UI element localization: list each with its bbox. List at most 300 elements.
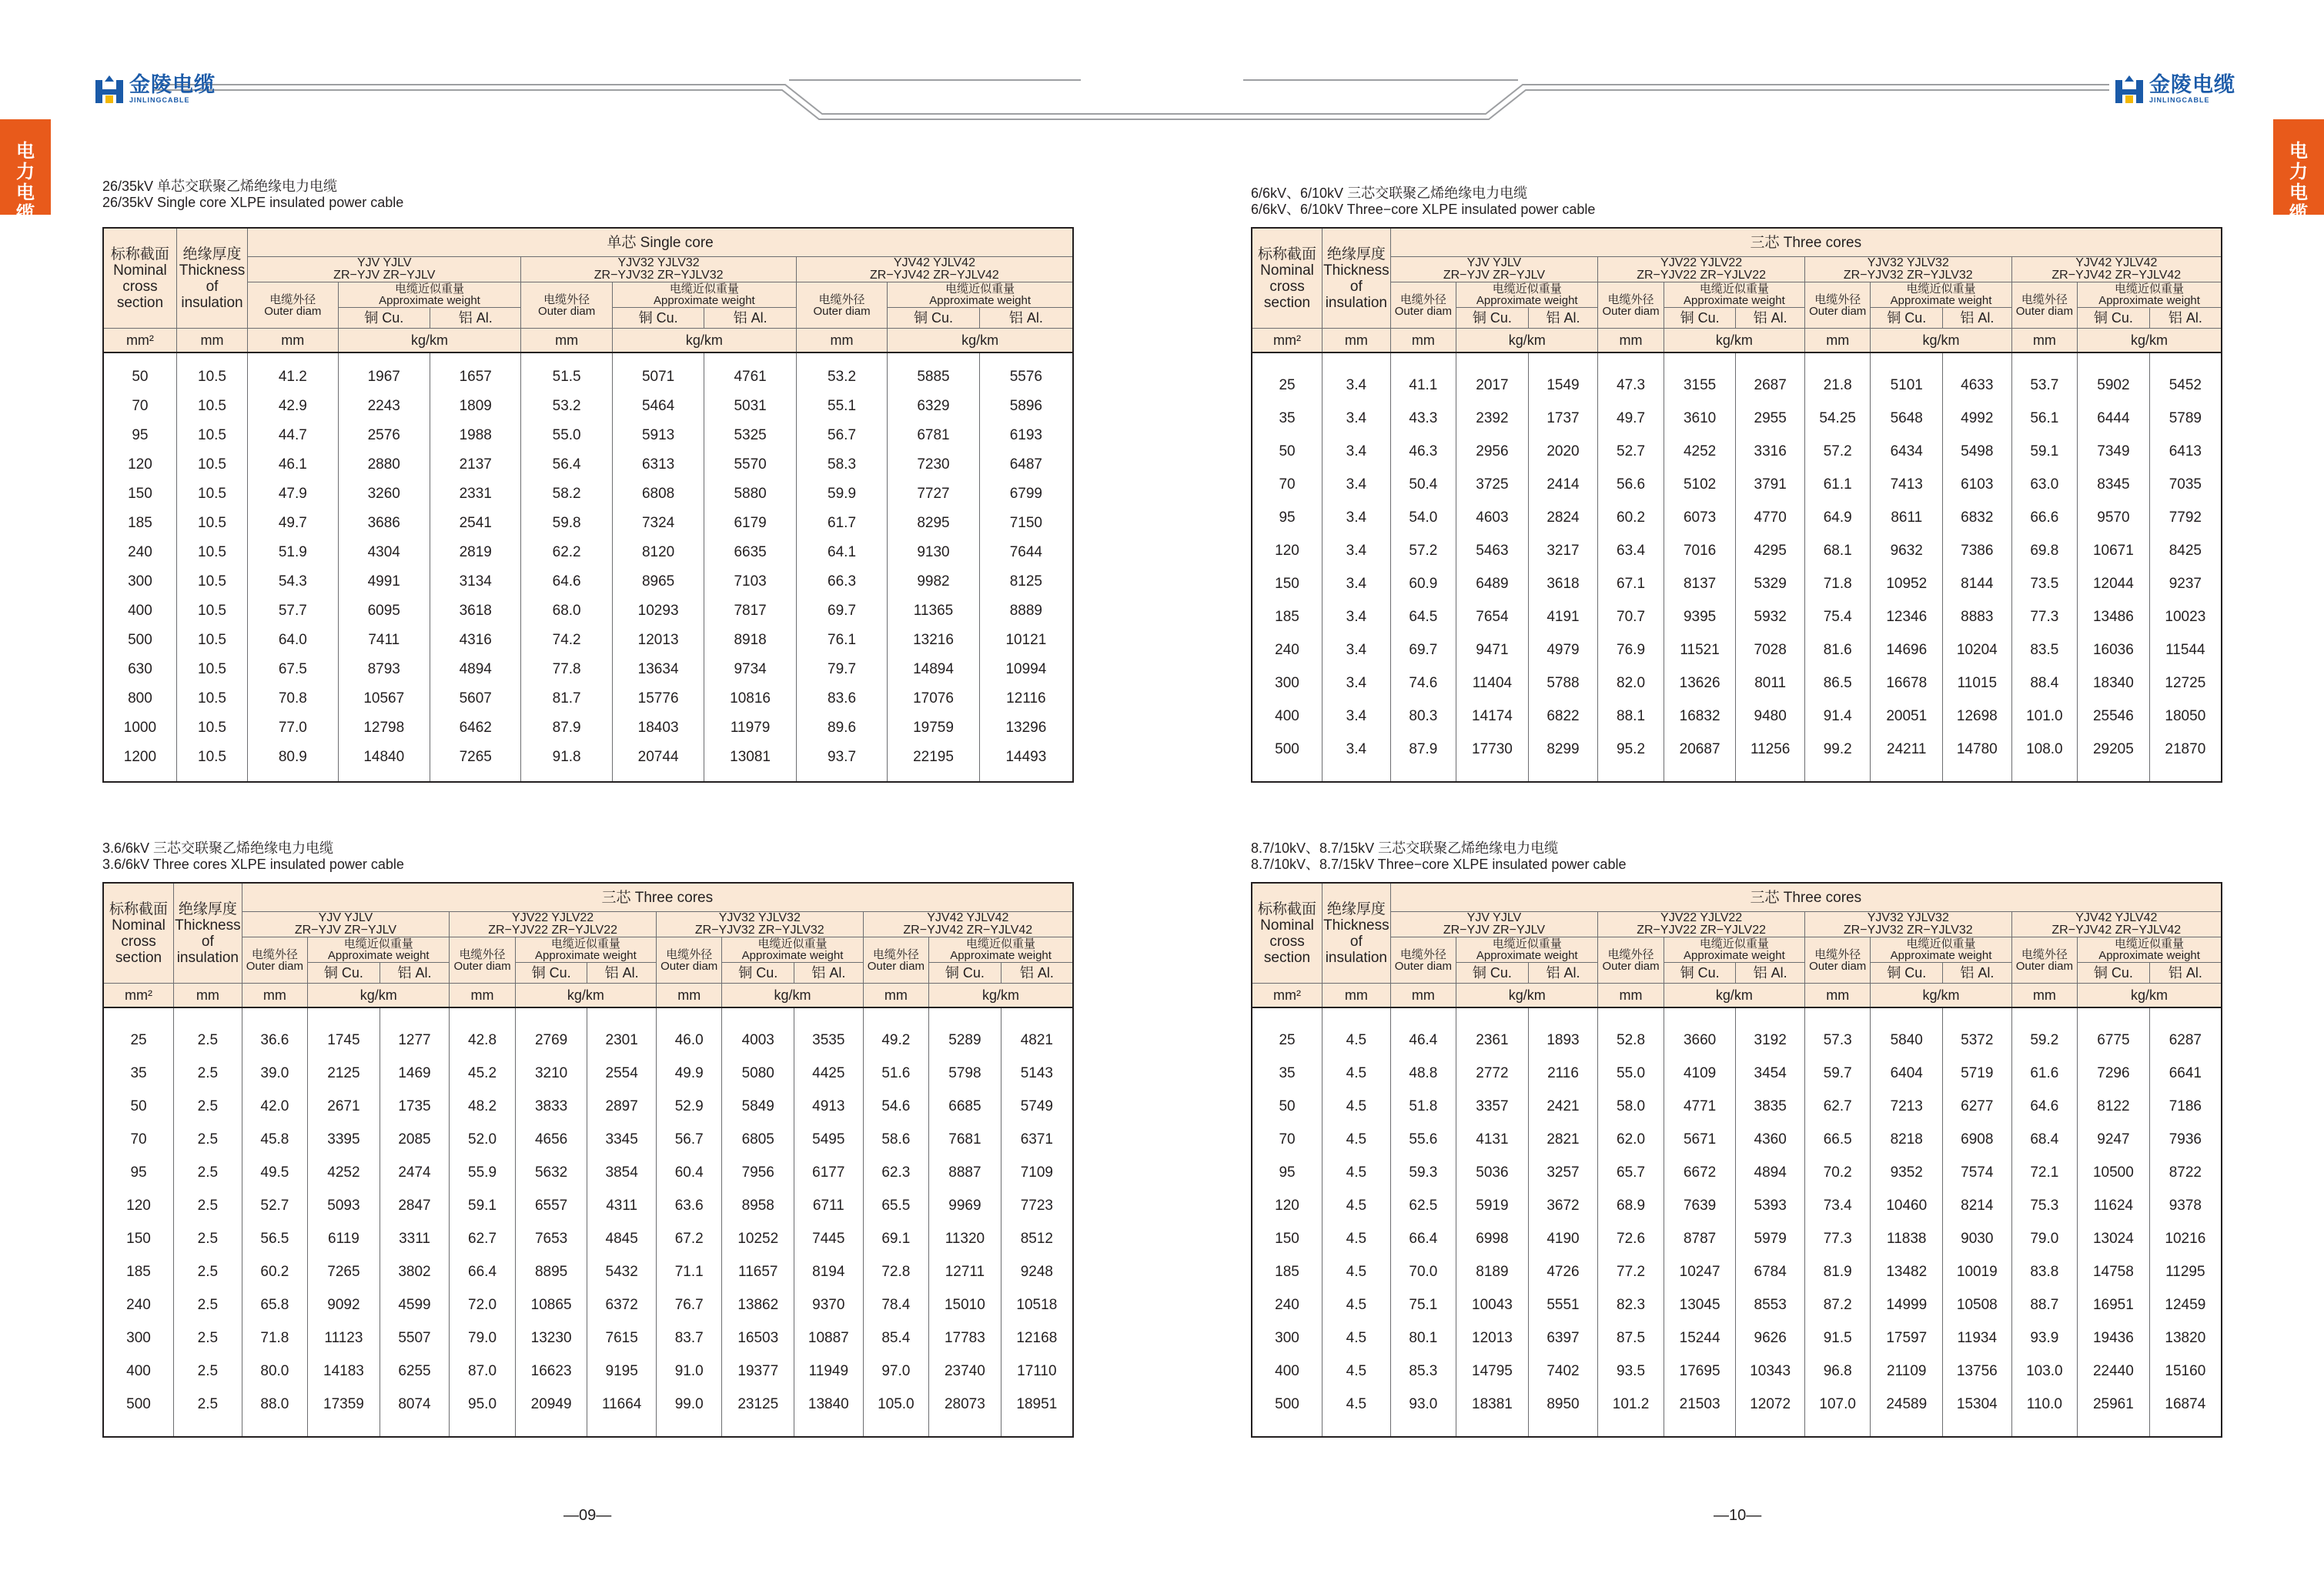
table-cell: 3725	[1456, 468, 1529, 501]
table-cell: 20744	[612, 743, 704, 772]
unit-diameter: mm	[2011, 329, 2078, 353]
table-cell: 9570	[2078, 501, 2150, 534]
table-cell: 53.7	[2011, 369, 2078, 402]
table-row	[1252, 1321, 2222, 1355]
header-aluminum: 铝 Al.	[1001, 963, 1073, 984]
table-cell: 5432	[587, 1255, 657, 1288]
table-cell: 70	[103, 392, 176, 421]
spacer-cell	[587, 1421, 657, 1437]
table-cell: 6685	[929, 1090, 1001, 1123]
header-insulation-thickness	[1323, 883, 1391, 984]
header-label: 电缆外径	[543, 292, 590, 306]
table-cell: 13230	[515, 1321, 587, 1355]
table-cell: 13216	[888, 626, 979, 655]
spacer-cell	[515, 1421, 587, 1437]
table-cell: 6313	[612, 450, 704, 479]
table-cell: 11365	[888, 596, 979, 626]
table-cell: 20949	[515, 1388, 587, 1421]
table-cell: 5080	[722, 1057, 794, 1090]
header-copper: 铜 Cu.	[1456, 308, 1529, 329]
table-cell: 64.9	[1804, 501, 1871, 534]
table-cell: 15776	[612, 684, 704, 713]
table-cell: 57.2	[1804, 435, 1871, 468]
table-cell: 18951	[1001, 1388, 1073, 1421]
table-cell: 400	[1252, 1355, 1323, 1388]
table-cell: 8553	[1736, 1288, 1805, 1321]
table-cell: 16678	[1871, 667, 1943, 700]
spacer-cell	[450, 1421, 516, 1437]
header-copper: 铜 Cu.	[2078, 308, 2150, 329]
table-cell: 21870	[2149, 733, 2222, 766]
table-cell: 9237	[2149, 567, 2222, 600]
header-label: 绝缘厚度	[1326, 246, 1386, 262]
table-cell: 13486	[2078, 600, 2150, 633]
table-cell: 8125	[979, 567, 1073, 596]
table-cell: 4894	[430, 655, 520, 684]
table-cell: 72.0	[450, 1288, 516, 1321]
table-cell: 150	[1252, 1222, 1323, 1255]
spacer-cell	[248, 772, 338, 782]
table-cell: 16874	[2149, 1388, 2222, 1421]
model-line: ZR−YJV42 ZR−YJLV42	[870, 269, 999, 282]
table-cell: 6635	[704, 538, 796, 567]
header-row-units	[1252, 984, 2222, 1008]
table-cell: 6287	[2149, 1024, 2222, 1057]
page-number-left: —09—	[563, 1507, 612, 1524]
table-cell: 45.2	[450, 1057, 516, 1090]
table-row	[103, 713, 1073, 743]
table-cell: 185	[1252, 1255, 1323, 1288]
model-line: YJV32 YJLV32	[1867, 911, 1949, 924]
spacer-cell	[1456, 352, 1529, 369]
table-cell: 5913	[612, 421, 704, 450]
header-approx-weight	[1871, 282, 2011, 308]
header-row-main	[103, 883, 1073, 912]
table-cell: 64.5	[1390, 600, 1456, 633]
table-cell: 400	[1252, 700, 1323, 733]
table-row	[103, 1123, 1073, 1156]
table-cell: 4304	[338, 538, 430, 567]
table-cell: 120	[103, 450, 176, 479]
table-cell: 22195	[888, 743, 979, 772]
table-cell: 70	[103, 1123, 174, 1156]
unit-area: mm²	[1252, 329, 1323, 353]
spacer-cell	[794, 1007, 864, 1024]
table-cell: 8611	[1871, 501, 1943, 534]
header-core-type: 单芯 Single core	[248, 228, 1073, 257]
brand-name-en: JINLINGCABLE	[2149, 96, 2210, 104]
spacer-cell	[1664, 1007, 1736, 1024]
spacer-cell	[1323, 352, 1391, 369]
table-cell: 120	[103, 1189, 174, 1222]
table-cell: 83.7	[656, 1321, 722, 1355]
spacer-cell	[704, 772, 796, 782]
header-outer-diameter	[1804, 937, 1871, 984]
spacer-cell	[2149, 1421, 2222, 1437]
header-label: 电缆近似重量	[2115, 937, 2185, 951]
table-cell: 4425	[794, 1057, 864, 1090]
table-cell: 7386	[1943, 534, 2012, 567]
table-header	[1252, 883, 2222, 1007]
table-cell: 9969	[929, 1189, 1001, 1222]
table-cell: 62.7	[450, 1222, 516, 1255]
table-cell: 3311	[380, 1222, 450, 1255]
table-cell: 58.3	[796, 450, 887, 479]
table-cell: 3.4	[1323, 633, 1391, 667]
table-header	[103, 228, 1073, 352]
header-label: Approximate weight	[950, 949, 1052, 962]
header-label: 电缆外径	[872, 947, 919, 961]
table-cell: 300	[1252, 1321, 1323, 1355]
table-cell: 9195	[587, 1355, 657, 1388]
table-cell: 4770	[1736, 501, 1805, 534]
table-cell: 101.2	[1598, 1388, 1664, 1421]
table-cell: 5885	[888, 363, 979, 392]
header-label: 电缆近似重量	[945, 282, 1015, 296]
header-row-models	[1252, 912, 2222, 937]
table-cell: 9247	[2078, 1123, 2150, 1156]
table-cell: 80.9	[248, 743, 338, 772]
spacer-cell	[242, 1421, 308, 1437]
table-cell: 240	[103, 538, 176, 567]
table-cell: 3316	[1736, 435, 1805, 468]
spacer-cell	[174, 1007, 242, 1024]
table-row	[1252, 1024, 2222, 1057]
table-cell: 77.2	[1598, 1255, 1664, 1288]
table-caption-t3	[1251, 185, 1595, 218]
table-body	[103, 352, 1073, 782]
table-cell: 6095	[338, 596, 430, 626]
header-aluminum: 铝 Al.	[1943, 963, 2012, 984]
table-cell: 12116	[979, 684, 1073, 713]
unit-diameter: mm	[1390, 984, 1456, 1008]
spacer-cell	[1456, 1007, 1529, 1024]
table-cell: 5498	[1943, 435, 2012, 468]
table-cell: 77.3	[2011, 600, 2078, 633]
header-label: of	[1349, 933, 1363, 950]
header-model-group	[1804, 257, 2011, 282]
header-label: Outer diam	[1602, 959, 1660, 973]
table-cell: 13045	[1664, 1288, 1736, 1321]
table-cell: 4845	[587, 1222, 657, 1255]
table-cell: 81.7	[521, 684, 612, 713]
table-cell: 4894	[1736, 1156, 1805, 1189]
spacer-cell	[338, 352, 430, 363]
model-line: ZR−YJV ZR−YJLV	[1443, 269, 1546, 282]
table-row	[103, 1255, 1073, 1288]
table-cell: 10.5	[176, 450, 247, 479]
table-cell: 4.5	[1323, 1355, 1391, 1388]
table-cell: 1549	[1528, 369, 1598, 402]
table-cell: 21503	[1664, 1388, 1736, 1421]
unit-diameter: mm	[863, 984, 929, 1008]
table-cell: 2017	[1456, 369, 1529, 402]
table-cell: 46.3	[1390, 435, 1456, 468]
header-approx-weight	[1871, 937, 2011, 963]
spacer-cell	[2149, 766, 2222, 782]
header-label: Outer diam	[1394, 959, 1452, 973]
unit-diameter: mm	[656, 984, 722, 1008]
header-label: 电缆外径	[1607, 947, 1654, 961]
table-cell: 70.2	[1804, 1156, 1871, 1189]
header-rule-right	[1162, 0, 2324, 123]
table-cell: 56.1	[2011, 402, 2078, 435]
header-outer-diameter	[1598, 937, 1664, 984]
table-cell: 6487	[979, 450, 1073, 479]
header-outer-diameter	[1804, 282, 1871, 329]
header-label: of	[206, 278, 219, 295]
header-model-group	[521, 257, 796, 282]
header-aluminum: 铝 Al.	[1736, 308, 1805, 329]
table-cell: 1988	[430, 421, 520, 450]
table-row	[103, 509, 1073, 538]
table-cell: 2.5	[174, 1255, 242, 1288]
table-cell: 4.5	[1323, 1288, 1391, 1321]
spacer-cell	[1871, 1007, 1943, 1024]
table-cell: 6832	[1943, 501, 2012, 534]
spacer-cell	[796, 772, 887, 782]
header-nominal-section	[103, 883, 174, 984]
table-cell: 12459	[2149, 1288, 2222, 1321]
header-nominal-section	[1252, 228, 1323, 329]
unit-diameter: mm	[1598, 329, 1664, 353]
header-label: Approximate weight	[1476, 949, 1578, 962]
table-cell: 7213	[1871, 1090, 1943, 1123]
table-cell: 13296	[979, 713, 1073, 743]
table-cell: 9626	[1736, 1321, 1805, 1355]
spacer-cell	[1323, 1007, 1391, 1024]
table-row	[103, 567, 1073, 596]
header-label: 电缆外径	[1607, 292, 1654, 306]
table-cell: 1657	[430, 363, 520, 392]
table-cell: 3.4	[1323, 534, 1391, 567]
table-cell: 150	[103, 479, 176, 509]
model-line: ZR−YJV ZR−YJLV	[294, 924, 397, 937]
spacer-cell	[612, 352, 704, 363]
header-model-group	[796, 257, 1073, 282]
header-model-group	[1390, 257, 1598, 282]
model-line: ZR−YJV ZR−YJLV	[333, 269, 436, 282]
table-cell: 88.4	[2011, 667, 2078, 700]
model-line: YJV YJLV	[318, 911, 373, 924]
brand-name-cn: 金陵电缆	[2149, 73, 2235, 96]
table-cell: 3672	[1528, 1189, 1598, 1222]
table-cell: 61.6	[2011, 1057, 2078, 1090]
table-cell: 7615	[587, 1321, 657, 1355]
table-cell: 2421	[1528, 1090, 1598, 1123]
table-cell: 54.3	[248, 567, 338, 596]
table-cell: 3.4	[1323, 567, 1391, 600]
table-cell: 5788	[1528, 667, 1598, 700]
table-cell: 9480	[1736, 700, 1805, 733]
spacer-cell	[1804, 1007, 1871, 1024]
spacer-cell	[1598, 1007, 1664, 1024]
model-line: ZR−YJV32 ZR−YJLV32	[1843, 269, 1973, 282]
table-cell: 2.5	[174, 1388, 242, 1421]
header-label: Approximate weight	[929, 294, 1031, 307]
table-body	[1252, 352, 2222, 782]
table-cell: 70	[1252, 468, 1323, 501]
spacer-cell	[521, 352, 612, 363]
table-row	[1252, 600, 2222, 633]
spacer-cell	[2011, 1421, 2078, 1437]
table-cell: 55.1	[796, 392, 887, 421]
table-cell: 8299	[1528, 733, 1598, 766]
table-cell: 49.7	[248, 509, 338, 538]
table-cell: 5789	[2149, 402, 2222, 435]
table-cell: 110.0	[2011, 1388, 2078, 1421]
header-label: 绝缘厚度	[178, 900, 237, 917]
table-row	[1252, 733, 2222, 766]
table-cell: 5031	[704, 392, 796, 421]
table-row	[1252, 1355, 2222, 1388]
table-cell: 6255	[380, 1355, 450, 1388]
header-outer-diameter	[796, 282, 887, 329]
table-cell: 66.5	[1804, 1123, 1871, 1156]
caption-en: 6/6kV、6/10kV Three−core XLPE insulated power cable	[1251, 202, 1596, 217]
spacer-cell	[1943, 1007, 2012, 1024]
table-cell: 14894	[888, 655, 979, 684]
table-cell: 88.7	[2011, 1288, 2078, 1321]
table-cell: 185	[103, 509, 176, 538]
table-cell: 10343	[1736, 1355, 1805, 1388]
table-cell: 2772	[1456, 1057, 1529, 1090]
table-cell: 4360	[1736, 1123, 1805, 1156]
header-label: Approximate weight	[379, 294, 480, 307]
table-cell: 8787	[1664, 1222, 1736, 1255]
table-row	[103, 392, 1073, 421]
spacer-cell	[103, 1007, 174, 1024]
table-cell: 7016	[1664, 534, 1736, 567]
spacer-cell	[1736, 1421, 1805, 1437]
header-label: 电缆外径	[1814, 947, 1861, 961]
header-label: 标称截面	[110, 246, 169, 262]
table-cell: 630	[103, 655, 176, 684]
table-cell: 50	[1252, 435, 1323, 468]
unit-weight: kg/km	[1456, 984, 1598, 1008]
table-cell: 83.5	[2011, 633, 2078, 667]
table-cell: 59.7	[1804, 1057, 1871, 1090]
table-cell: 4.5	[1323, 1255, 1391, 1288]
spacer-cell	[979, 352, 1073, 363]
unit-weight: kg/km	[1664, 329, 1804, 353]
table-cell: 66.3	[796, 567, 887, 596]
table-cell: 6908	[1943, 1123, 2012, 1156]
header-label: Outer diam	[2015, 959, 2073, 973]
table-cell: 25	[1252, 1024, 1323, 1057]
spacer-cell	[1943, 352, 2012, 369]
spacer-cell	[1001, 1421, 1073, 1437]
table-cell: 4.5	[1323, 1388, 1391, 1421]
table-cell: 4295	[1736, 534, 1805, 567]
header-label: 电缆外径	[818, 292, 865, 306]
header-label: Approximate weight	[653, 294, 755, 307]
spacer-cell	[888, 772, 979, 782]
header-label: insulation	[181, 294, 243, 311]
header-label: cross	[1269, 933, 1305, 950]
table-cell: 6799	[979, 479, 1073, 509]
table-cell: 71.8	[242, 1321, 308, 1355]
header-insulation-thickness	[174, 883, 242, 984]
table-cell: 7186	[2149, 1090, 2222, 1123]
header-label: Outer diam	[1809, 304, 1867, 318]
table-cell: 6998	[1456, 1222, 1529, 1255]
header-aluminum: 铝 Al.	[587, 963, 657, 984]
header-label: Outer diam	[1602, 304, 1660, 318]
header-model-group	[1390, 912, 1598, 937]
table-cell: 400	[103, 596, 176, 626]
spacer-cell	[1252, 1007, 1323, 1024]
table-cell: 11624	[2078, 1189, 2150, 1222]
table-cell: 79.0	[450, 1321, 516, 1355]
spacer-cell	[103, 1421, 174, 1437]
table-cell: 10.5	[176, 509, 247, 538]
table-cell: 4656	[515, 1123, 587, 1156]
table-cell: 49.5	[242, 1156, 308, 1189]
header-label: 电缆近似重量	[343, 937, 413, 951]
table-cell: 10252	[722, 1222, 794, 1255]
table-cell: 74.2	[521, 626, 612, 655]
table-cell: 23740	[929, 1355, 1001, 1388]
table-cell: 3686	[338, 509, 430, 538]
table-cell: 800	[103, 684, 176, 713]
model-line: ZR−YJV32 ZR−YJLV32	[1843, 924, 1973, 937]
model-line: ZR−YJV32 ZR−YJLV32	[594, 269, 724, 282]
unit-weight: kg/km	[929, 984, 1073, 1008]
header-approx-weight	[612, 282, 796, 308]
spacer-cell	[612, 772, 704, 782]
table-cell: 76.7	[656, 1288, 722, 1321]
table-cell: 6073	[1664, 501, 1736, 534]
header-aluminum: 铝 Al.	[1528, 963, 1598, 984]
table-cell: 1893	[1528, 1024, 1598, 1057]
table-cell: 10.5	[176, 655, 247, 684]
table-cell: 3.4	[1323, 435, 1391, 468]
table-row	[1252, 667, 2222, 700]
table-cell: 5289	[929, 1024, 1001, 1057]
table-cell: 17076	[888, 684, 979, 713]
table-cell: 97.0	[863, 1355, 929, 1388]
table-cell: 3618	[430, 596, 520, 626]
model-line: YJV22 YJLV22	[1660, 256, 1743, 269]
header-copper: 铜 Cu.	[1456, 963, 1529, 984]
table-cell: 59.1	[2011, 435, 2078, 468]
table-cell: 46.0	[656, 1024, 722, 1057]
header-insulation-thickness	[1323, 228, 1391, 329]
spacer-cell	[979, 772, 1073, 782]
table-cell: 12698	[1943, 700, 2012, 733]
table-cell: 70.8	[248, 684, 338, 713]
table-cell: 4991	[338, 567, 430, 596]
table-cell: 63.0	[2011, 468, 2078, 501]
table-cell: 21.8	[1804, 369, 1871, 402]
table-cell: 3134	[430, 567, 520, 596]
unit-weight: kg/km	[308, 984, 450, 1008]
table-cell: 25	[1252, 369, 1323, 402]
table-cell: 8918	[704, 626, 796, 655]
table-cell: 5902	[2078, 369, 2150, 402]
table-cell: 16036	[2078, 633, 2150, 667]
spacer-cell	[1252, 766, 1323, 782]
table-cell: 7035	[2149, 468, 2222, 501]
table-cell: 4603	[1456, 501, 1529, 534]
table-cell: 2301	[587, 1024, 657, 1057]
unit-diameter: mm	[450, 984, 516, 1008]
table-cell: 300	[1252, 667, 1323, 700]
table-cell: 60.2	[1598, 501, 1664, 534]
table-cell: 67.1	[1598, 567, 1664, 600]
model-line: ZR−YJV42 ZR−YJLV42	[903, 924, 1033, 937]
